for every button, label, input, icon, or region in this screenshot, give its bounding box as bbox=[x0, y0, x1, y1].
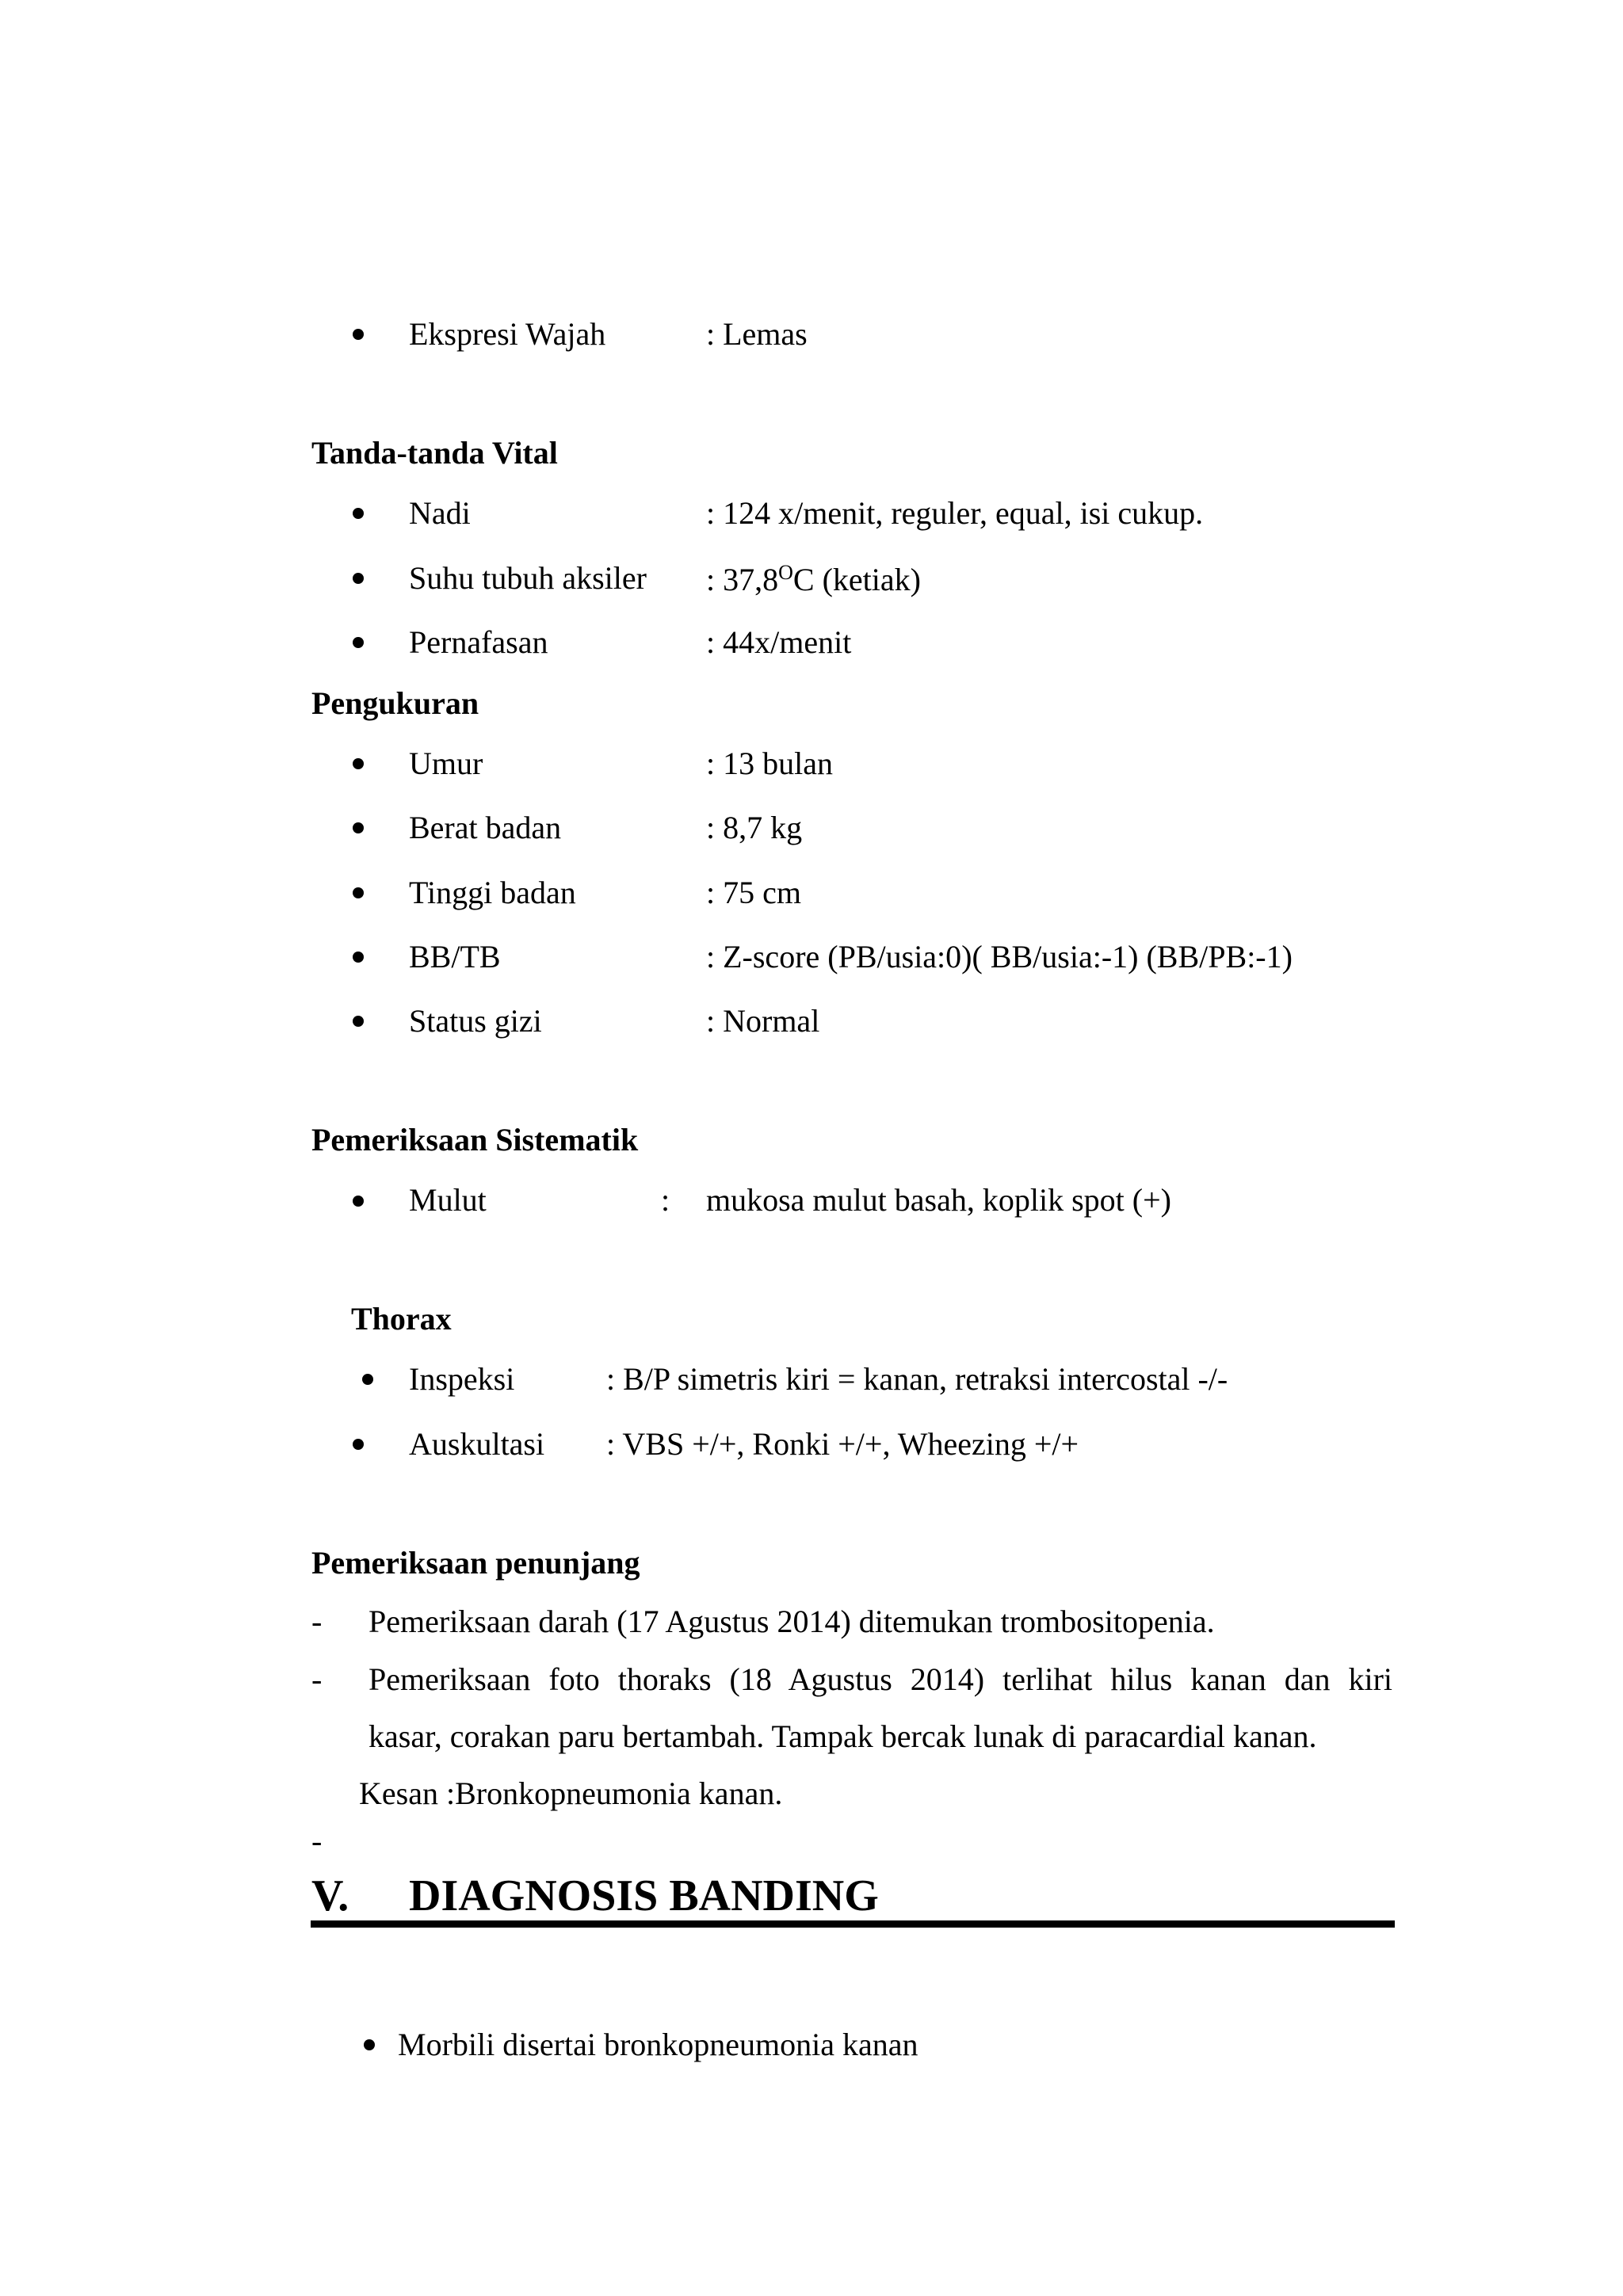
bullet-icon bbox=[362, 1374, 373, 1385]
section-title: DIAGNOSIS BANDING bbox=[409, 1871, 879, 1920]
auskultasi-label: Auskultasi bbox=[409, 1426, 545, 1462]
pernafasan-value: : 44x/menit bbox=[706, 624, 852, 660]
bullet-icon bbox=[353, 887, 364, 898]
tinggi-value: : 75 cm bbox=[706, 875, 801, 910]
mulut-colon: : bbox=[661, 1182, 670, 1218]
kesan-text: Kesan :Bronkopneumonia kanan. bbox=[359, 1775, 783, 1811]
mulut-label: Mulut bbox=[409, 1182, 487, 1218]
bullet-icon bbox=[353, 1016, 364, 1027]
penunjang-heading: Pemeriksaan penunjang bbox=[311, 1545, 640, 1581]
penunjang-item-foto-line1: Pemeriksaan foto thoraks (18 Agustus 2014) terlihat hilus kanan dan kiri bbox=[369, 1661, 1392, 1697]
dash-marker: - bbox=[311, 1604, 323, 1639]
pernafasan-label: Pernafasan bbox=[409, 624, 548, 660]
sistematik-heading: Pemeriksaan Sistematik bbox=[311, 1122, 639, 1158]
status-gizi-value: : Normal bbox=[706, 1003, 820, 1039]
berat-label: Berat badan bbox=[409, 810, 562, 845]
ekspresi-label: Ekspresi Wajah bbox=[409, 316, 606, 352]
bullet-icon bbox=[353, 758, 364, 769]
bbtb-label: BB/TB bbox=[409, 939, 501, 974]
pengukuran-heading: Pengukuran bbox=[311, 685, 479, 721]
bullet-icon bbox=[364, 2039, 375, 2050]
diagnosis-item: Morbili disertai bronkopneumonia kanan bbox=[398, 2027, 918, 2062]
suhu-degree-sup: O bbox=[778, 561, 793, 584]
bbtb-value: : Z-score (PB/usia:0)( BB/usia:-1) (BB/PB:-1) bbox=[706, 939, 1293, 974]
status-gizi-label: Status gizi bbox=[409, 1003, 542, 1039]
vital-heading: Tanda-tanda Vital bbox=[311, 435, 558, 471]
inspeksi-value: : B/P simetris kiri = kanan, retraksi intercostal -/- bbox=[606, 1361, 1228, 1397]
suhu-value-unit: C (ketiak) bbox=[792, 562, 921, 597]
auskultasi-value: : VBS +/+, Ronki +/+, Wheezing +/+ bbox=[606, 1426, 1079, 1462]
suhu-value-main: : 37,8 bbox=[706, 562, 779, 597]
bullet-icon bbox=[353, 1196, 364, 1207]
bullet-icon bbox=[353, 329, 364, 340]
inspeksi-label: Inspeksi bbox=[409, 1361, 515, 1397]
bullet-icon bbox=[353, 573, 364, 584]
bullet-icon bbox=[353, 637, 364, 648]
dash-marker: - bbox=[311, 1661, 323, 1697]
tinggi-label: Tinggi badan bbox=[409, 875, 576, 910]
umur-label: Umur bbox=[409, 746, 483, 781]
nadi-value: : 124 x/menit, reguler, equal, isi cukup. bbox=[706, 495, 1204, 531]
section-rule bbox=[311, 1920, 1395, 1928]
ekspresi-value: : Lemas bbox=[706, 316, 808, 352]
section-number: V. bbox=[311, 1871, 349, 1920]
penunjang-item-foto-line2: kasar, corakan paru bertambah. Tampak bercak lunak di paracardial kanan. bbox=[369, 1718, 1317, 1754]
umur-value: : 13 bulan bbox=[706, 746, 833, 781]
bullet-icon bbox=[353, 952, 364, 963]
trailing-dash: - bbox=[311, 1823, 323, 1859]
bullet-icon bbox=[353, 822, 364, 833]
mulut-value: mukosa mulut basah, koplik spot (+) bbox=[706, 1182, 1171, 1218]
nadi-label: Nadi bbox=[409, 495, 471, 531]
thorax-heading: Thorax bbox=[351, 1301, 452, 1337]
penunjang-item-darah: Pemeriksaan darah (17 Agustus 2014) ditemukan trombositopenia. bbox=[369, 1604, 1215, 1639]
suhu-label: Suhu tubuh aksiler bbox=[409, 560, 647, 596]
berat-value: : 8,7 kg bbox=[706, 810, 803, 845]
bullet-icon bbox=[353, 1439, 364, 1450]
suhu-value bbox=[706, 563, 921, 596]
bullet-icon bbox=[353, 508, 364, 519]
